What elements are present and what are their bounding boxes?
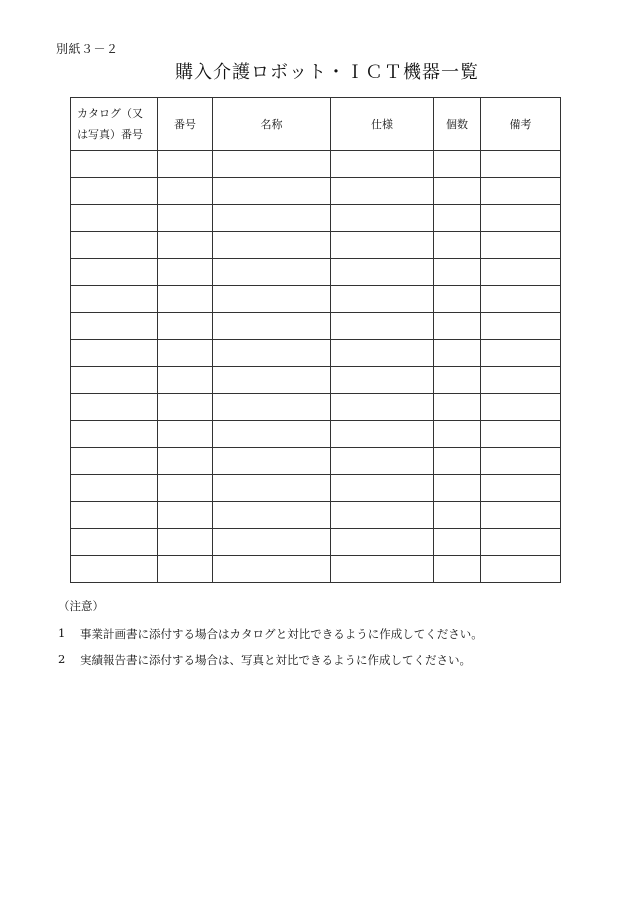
cell-catalog-number (71, 367, 158, 394)
cell-name (213, 232, 331, 259)
note-item (58, 652, 483, 668)
document-title (0, 58, 630, 84)
cell-spec (331, 475, 434, 502)
cell-number (158, 394, 213, 421)
cell-spec (331, 502, 434, 529)
cell-spec (331, 448, 434, 475)
cell-remarks (481, 475, 561, 502)
cell-catalog-number (71, 448, 158, 475)
cell-name (213, 448, 331, 475)
cell-quantity (434, 286, 481, 313)
cell-remarks (481, 502, 561, 529)
table-header-row (71, 98, 561, 151)
table-row (71, 340, 561, 367)
cell-quantity (434, 178, 481, 205)
note-text: 事業計画書に添付する場合はカタログと対比できるように作成してください。 (80, 627, 483, 641)
cell-remarks (481, 205, 561, 232)
cell-quantity (434, 259, 481, 286)
cell-remarks (481, 178, 561, 205)
header-catalog-number (71, 98, 158, 151)
cell-quantity (434, 340, 481, 367)
cell-spec (331, 232, 434, 259)
cell-number (158, 475, 213, 502)
cell-quantity (434, 367, 481, 394)
cell-number (158, 286, 213, 313)
cell-name (213, 502, 331, 529)
cell-number (158, 259, 213, 286)
cell-quantity (434, 232, 481, 259)
cell-spec (331, 394, 434, 421)
table-row (71, 394, 561, 421)
cell-spec (331, 205, 434, 232)
cell-remarks (481, 529, 561, 556)
cell-remarks (481, 151, 561, 178)
cell-catalog-number (71, 556, 158, 583)
table-row (71, 475, 561, 502)
note-number: 2 (58, 652, 66, 666)
cell-spec (331, 151, 434, 178)
header-quantity: 個数 (434, 98, 481, 151)
cell-remarks (481, 421, 561, 448)
cell-name (213, 367, 331, 394)
document-title-text: 購入介護ロボット・ＩＣＴ機器一覧 (175, 62, 479, 83)
cell-remarks (481, 313, 561, 340)
cell-number (158, 151, 213, 178)
cell-quantity (434, 151, 481, 178)
cell-number (158, 448, 213, 475)
cell-remarks (481, 556, 561, 583)
cell-remarks (481, 286, 561, 313)
cell-catalog-number (71, 529, 158, 556)
cell-remarks (481, 394, 561, 421)
cell-quantity (434, 313, 481, 340)
cell-catalog-number (71, 286, 158, 313)
cell-quantity (434, 394, 481, 421)
cell-catalog-number (71, 205, 158, 232)
cell-remarks (481, 340, 561, 367)
table-body (71, 151, 561, 583)
table-row (71, 502, 561, 529)
cell-catalog-number (71, 502, 158, 529)
cell-spec (331, 259, 434, 286)
cell-number (158, 556, 213, 583)
cell-name (213, 178, 331, 205)
table-row (71, 232, 561, 259)
cell-catalog-number (71, 475, 158, 502)
cell-name (213, 286, 331, 313)
cell-spec (331, 340, 434, 367)
cell-name (213, 475, 331, 502)
table-row (71, 556, 561, 583)
table-row (71, 286, 561, 313)
table-row (71, 259, 561, 286)
header-remarks: 備考 (481, 98, 561, 151)
table-row (71, 421, 561, 448)
table-row (71, 367, 561, 394)
cell-name (213, 313, 331, 340)
cell-number (158, 340, 213, 367)
cell-number (158, 502, 213, 529)
cell-remarks (481, 367, 561, 394)
purchase-list-table (70, 97, 561, 583)
note-item (58, 626, 483, 642)
cell-quantity (434, 205, 481, 232)
cell-number (158, 205, 213, 232)
cell-remarks (481, 448, 561, 475)
cell-catalog-number (71, 151, 158, 178)
cell-spec (331, 367, 434, 394)
cell-name (213, 259, 331, 286)
cell-catalog-number (71, 340, 158, 367)
cell-name (213, 205, 331, 232)
cell-quantity (434, 421, 481, 448)
header-catalog-line2: は写真）番号 (77, 128, 143, 141)
attachment-label: 別紙３－２ (56, 42, 119, 56)
note-text: 実績報告書に添付する場合は、写真と対比できるように作成してください。 (80, 653, 471, 667)
cell-quantity (434, 502, 481, 529)
cell-spec (331, 529, 434, 556)
cell-name (213, 529, 331, 556)
table-row (71, 178, 561, 205)
cell-number (158, 313, 213, 340)
header-spec: 仕様 (331, 98, 434, 151)
cell-remarks (481, 232, 561, 259)
cell-name (213, 556, 331, 583)
table-row (71, 313, 561, 340)
cell-catalog-number (71, 232, 158, 259)
notes-section (58, 598, 483, 678)
cell-catalog-number (71, 259, 158, 286)
cell-spec (331, 286, 434, 313)
cell-spec (331, 556, 434, 583)
cell-name (213, 151, 331, 178)
note-number: 1 (58, 626, 66, 640)
table-row (71, 151, 561, 178)
cell-number (158, 421, 213, 448)
table-row (71, 448, 561, 475)
cell-number (158, 529, 213, 556)
cell-number (158, 367, 213, 394)
cell-spec (331, 313, 434, 340)
cell-catalog-number (71, 313, 158, 340)
table-row (71, 529, 561, 556)
table-row (71, 205, 561, 232)
cell-number (158, 178, 213, 205)
notes-heading: （注意） (58, 599, 104, 613)
cell-remarks (481, 259, 561, 286)
cell-name (213, 421, 331, 448)
cell-catalog-number (71, 421, 158, 448)
cell-name (213, 340, 331, 367)
cell-number (158, 232, 213, 259)
cell-quantity (434, 448, 481, 475)
header-number: 番号 (158, 98, 213, 151)
cell-spec (331, 421, 434, 448)
cell-spec (331, 178, 434, 205)
header-name: 名称 (213, 98, 331, 151)
cell-catalog-number (71, 394, 158, 421)
cell-quantity (434, 475, 481, 502)
cell-catalog-number (71, 178, 158, 205)
cell-name (213, 394, 331, 421)
header-catalog-line1: カタログ（又 (77, 107, 143, 120)
cell-quantity (434, 529, 481, 556)
cell-quantity (434, 556, 481, 583)
